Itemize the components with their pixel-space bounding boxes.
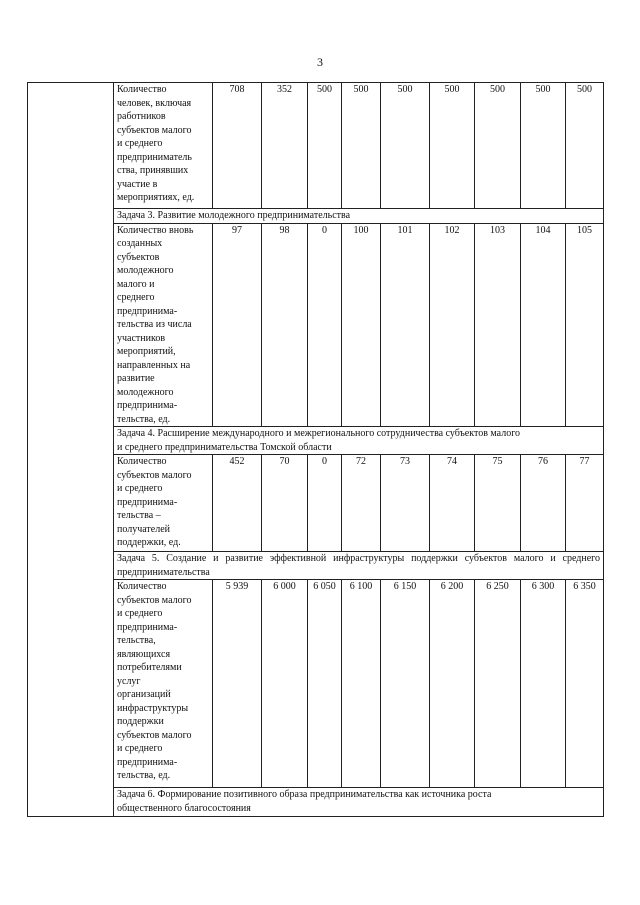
indicator-value: 75 xyxy=(475,455,521,552)
task-row xyxy=(28,788,604,817)
indicator-value: 70 xyxy=(262,455,308,552)
indicator-value: 452 xyxy=(213,455,262,552)
indicator-value: 98 xyxy=(262,223,308,427)
indicator-value: 0 xyxy=(308,455,342,552)
indicator-row xyxy=(28,83,604,209)
indicator-value: 72 xyxy=(342,455,381,552)
task-row xyxy=(28,552,604,580)
indicator-value: 6 300 xyxy=(521,580,566,788)
indicator-value: 100 xyxy=(342,223,381,427)
indicator-value: 6 150 xyxy=(381,580,430,788)
task-heading: Задача 4. Расширение международного и межрегионального сотрудничества субъектов малого и среднего предпринимательства Томской области xyxy=(114,427,604,455)
indicator-value: 6 100 xyxy=(342,580,381,788)
task-heading: Задача 5. Создание и развитие эффективной инфраструктуры поддержки субъектов малого и среднего предпринимательства xyxy=(114,552,604,580)
indicator-value: 101 xyxy=(381,223,430,427)
indicator-value: 6 050 xyxy=(308,580,342,788)
indicator-value: 708 xyxy=(213,83,262,209)
task-row xyxy=(28,209,604,224)
indicator-value: 6 250 xyxy=(475,580,521,788)
task-heading: Задача 3. Развитие молодежного предпринимательства xyxy=(114,209,604,224)
blank-first-column xyxy=(28,83,114,817)
indicator-value: 500 xyxy=(566,83,604,209)
indicator-value: 0 xyxy=(308,223,342,427)
indicator-value: 102 xyxy=(430,223,475,427)
page-number: 3 xyxy=(317,55,323,69)
indicator-value: 500 xyxy=(430,83,475,209)
indicator-value: 6 000 xyxy=(262,580,308,788)
task-row xyxy=(28,427,604,455)
indicators-table xyxy=(27,82,604,817)
indicator-row xyxy=(28,223,604,427)
indicator-value: 352 xyxy=(262,83,308,209)
indicator-value: 105 xyxy=(566,223,604,427)
indicator-value: 74 xyxy=(430,455,475,552)
indicator-value: 500 xyxy=(308,83,342,209)
indicator-row xyxy=(28,580,604,788)
indicator-name: Количество субъектов малого и среднего предпринима- тельства, являющихся потребителями услуг организаций инфраструктуры поддержки субъектов малого и среднего предпринима- тельства, ед. xyxy=(114,580,213,788)
indicator-value: 5 939 xyxy=(213,580,262,788)
indicator-value: 500 xyxy=(521,83,566,209)
task-heading: Задача 6. Формирование позитивного образа предпринимательства как источника роста общественного благосостояния xyxy=(114,788,604,817)
indicator-value: 97 xyxy=(213,223,262,427)
indicator-row xyxy=(28,455,604,552)
indicator-value: 103 xyxy=(475,223,521,427)
indicator-value: 104 xyxy=(521,223,566,427)
indicator-value: 500 xyxy=(475,83,521,209)
indicator-value: 500 xyxy=(342,83,381,209)
indicator-name: Количество вновь созданных субъектов молодежного малого и среднего предпринима- тельства из числа участников мероприятий, направленных на развитие молодежного предпринима- тельства, ед. xyxy=(114,223,213,427)
indicator-value: 76 xyxy=(521,455,566,552)
indicator-value: 6 200 xyxy=(430,580,475,788)
indicator-name: Количество человек, включая работников субъектов малого и среднего предприниматель ства, принявших участие в мероприятиях, ед. xyxy=(114,83,213,209)
indicator-value: 6 350 xyxy=(566,580,604,788)
indicator-name: Количество субъектов малого и среднего предпринима- тельства – получателей поддержки, ед. xyxy=(114,455,213,552)
indicator-value: 73 xyxy=(381,455,430,552)
indicator-value: 500 xyxy=(381,83,430,209)
indicator-value: 77 xyxy=(566,455,604,552)
